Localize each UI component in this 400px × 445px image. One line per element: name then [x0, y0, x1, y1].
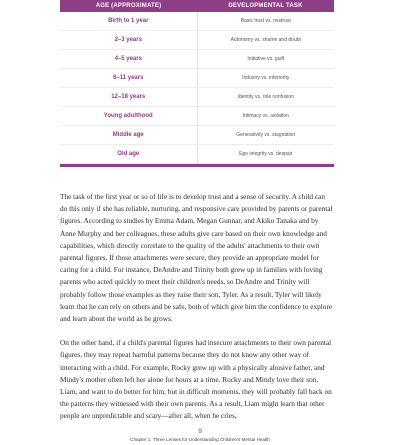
row-task: Industry vs. inferiority: [197, 69, 334, 88]
row-task: Initiative vs. guilt: [197, 50, 334, 69]
table-row: [60, 88, 334, 107]
table-row: [60, 145, 334, 164]
row-age: 2–3 years: [60, 31, 197, 50]
page-footer: [0, 428, 400, 442]
table-row: [60, 69, 334, 88]
row-age: Birth to 1 year: [60, 12, 197, 31]
row-task: Identity vs. role confusion: [197, 88, 334, 107]
row-task: Intimacy vs. isolation: [197, 107, 334, 126]
table-header-row: [60, 0, 334, 12]
table-row: [60, 50, 334, 69]
row-task: Autonomy vs. shame and doubt: [197, 31, 334, 50]
row-age: Old age: [60, 145, 197, 164]
table-row: [60, 126, 334, 145]
row-age: 6–11 years: [60, 69, 197, 88]
row-age: Young adulthood: [60, 107, 197, 126]
row-task: Basic trust vs. mistrust: [197, 12, 334, 31]
developmental-stages-table-container: [60, 0, 334, 167]
header-age: AGE (APPROXIMATE): [60, 0, 197, 12]
row-task: Generativity vs. stagnation: [197, 126, 334, 145]
row-age: 4–5 years: [60, 50, 197, 69]
table-row: [60, 12, 334, 31]
paragraph: The task of the first year or so of life is to develop trust and a sense of security. A child can do this only if she has reliable, nurturing, and responsive care provided by parents or parental figures. According to studies by Emma Adam, Megan Gunnar, and Akiko Tanaka and by Anne Murphy and her colleagues, these adults give care based on their own knowledge and capabilities, which directly correlate to the quality of the adults' attachments to their own parental figures. If those attachments were secure, they provide an appropriate model for caring for a child. For instance, DeAndre and Trinity both grew up in families with loving parents who acted quickly to meet their children's needs, so DeAndre and Trinity will probably follow those examples as they raise their son, Tyler. As a result, Tyler will likely learn that he can rely on others and be safe, both of which give him the confidence to explore and learn about the world as he grows.: [60, 192, 333, 324]
row-age: Middle age: [60, 126, 197, 145]
body-text: [60, 191, 334, 435]
header-task: DEVELOPMENTAL TASK: [197, 0, 334, 12]
developmental-stages-table: [60, 0, 334, 164]
table-row: [60, 107, 334, 126]
table-row: [60, 31, 334, 50]
row-task: Ego integrity vs. despair: [197, 145, 334, 164]
paragraph: On the other hand, if a child's parental figures had insecure attachments to their own parental figures, they may repeat harmful patterns because they do not know any other way of interacting with a child. For example, Rocky grew up with a physically abusive father, and Mindy's mother often left her alone for hours at a time. Rocky and Mindy love their son, Liam, and want to do better for him, but in difficult moments, they will probably fall back on the patterns they witnessed with their own parents. As a result, Liam might learn that other people are unpredictable and scary—after all, when he cries,: [60, 338, 332, 421]
table-bottom-rule: [60, 164, 334, 167]
page-number: 9: [198, 428, 202, 435]
chapter-title: Chapter 1: Three Lenses for Understanding Children's Mental Health: [130, 437, 270, 442]
row-age: 12–18 years: [60, 88, 197, 107]
